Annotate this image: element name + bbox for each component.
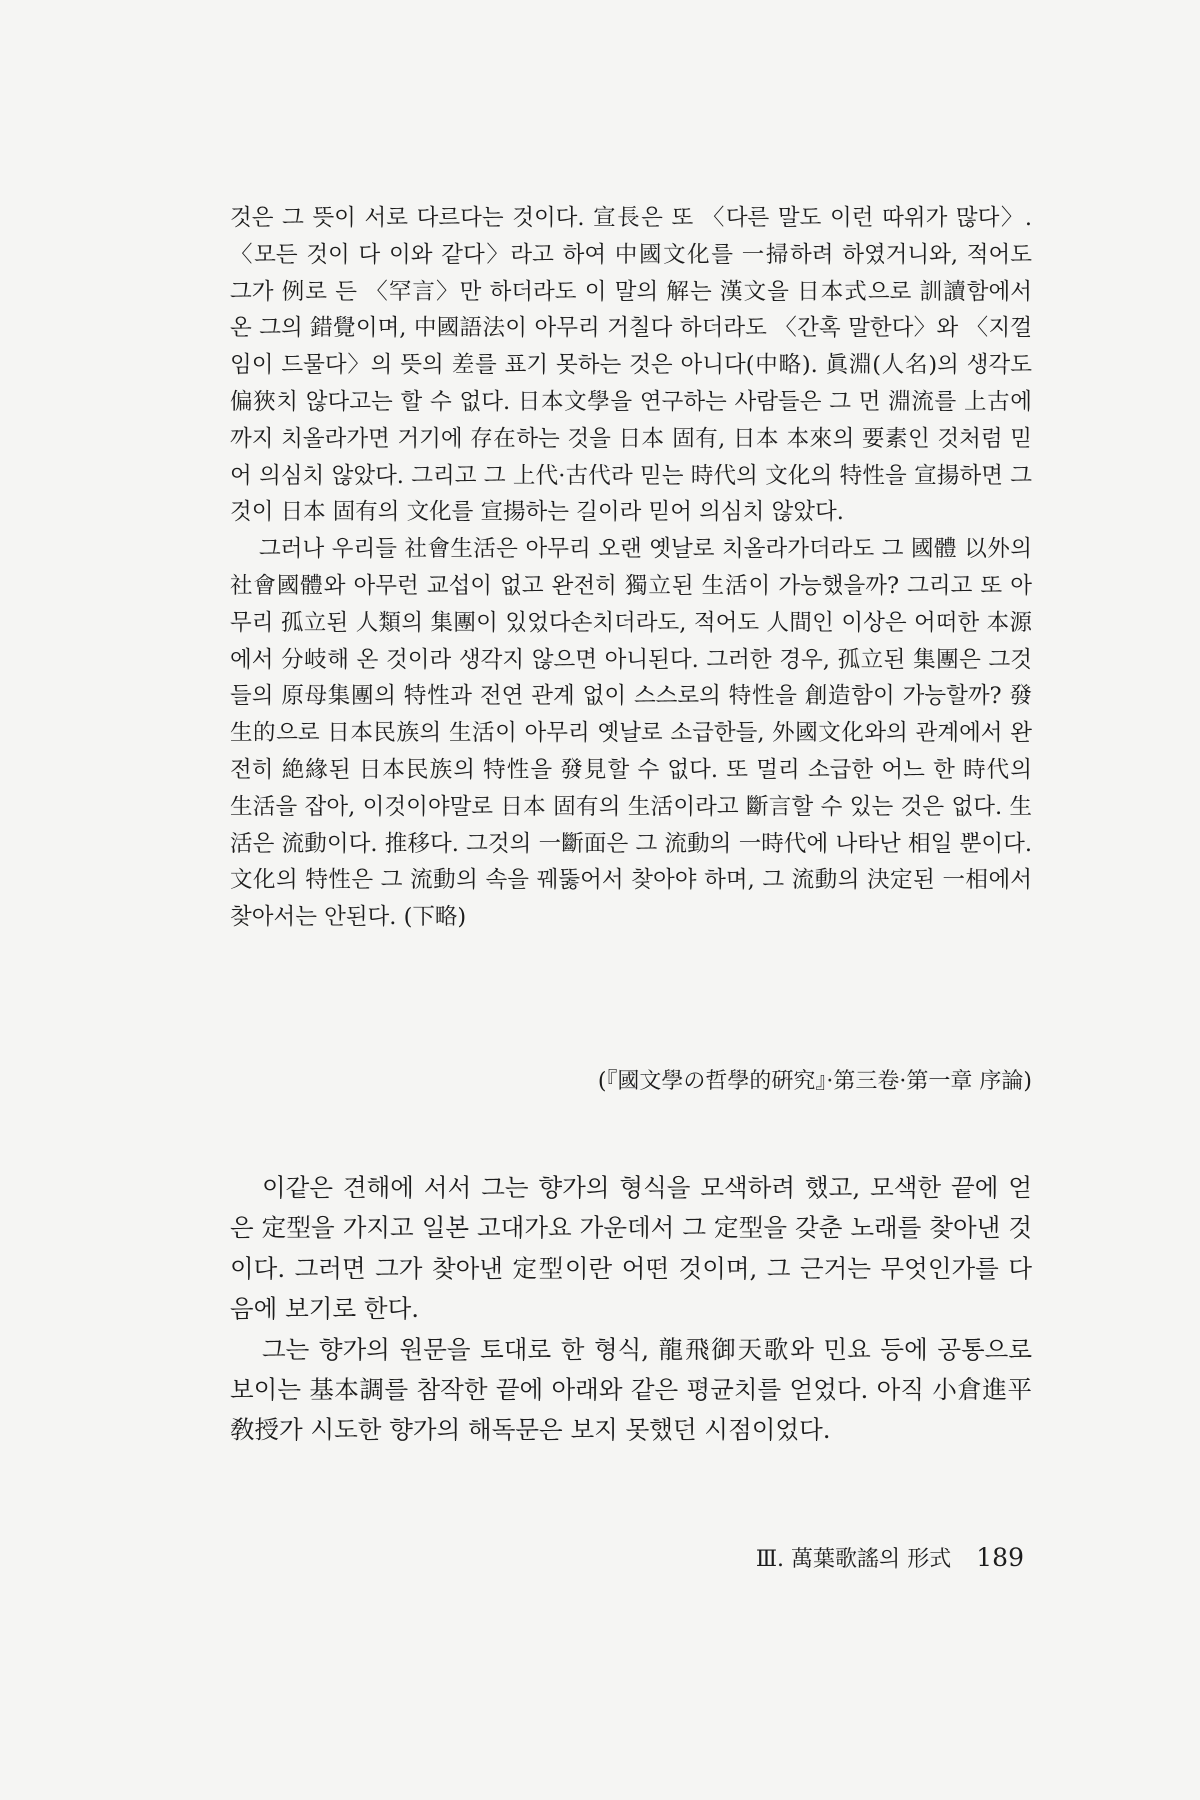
body-paragraph: 그는 향가의 원문을 토대로 한 형식, 龍飛御天歌와 민요 등에 공통으로 보이는 基本調를 참작한 끝에 아래와 같은 평균치를 얻었다. 아직 小倉進平敎授가 시도한 향가의 해독문은 보지 못했던 시점이었다. (230, 1334, 1032, 1445)
body-paragraph: 이같은 견해에 서서 그는 향가의 형식을 모색하려 했고, 모색한 끝에 얻은 定型을 가지고 일본 고대가요 가운데서 그 定型을 갖춘 노래를 찾아낸 것이다. 그러면 그가 찾아낸 定型이란 어떤 것이며, 그 근거는 무엇인가를 다음에 보기로 한다. (230, 1173, 1032, 1324)
page-number: 189 (976, 1543, 1024, 1572)
quote-paragraph: 것은 그 뜻이 서로 다르다는 것이다. 宣長은 또 〈다른 말도 이런 따위가 많다〉. 〈모든 것이 다 이와 같다〉라고 하여 中國文化를 一掃하려 하였거니와, 적어도 그가 例로 든 〈罕言〉만 하더라도 이 말의 解는 漢文을 日本式으로 訓讀함에서 온 그의 錯覺이며, 中國語法이 아무리 거칠다 하더라도 〈간혹 말한다〉와 〈지껄임이 드물다〉의 뜻의 差를 표기 못하는 것은 아니다(中略). 眞淵(人名)의 생각도 偏狹치 않다고는 할 수 없다. 日本文學을 연구하는 사람들은 그 먼 淵流를 上古에까지 치올라가면 거기에 存在하는 것을 日本 固有, 日本 本來의 要素인 것처럼 믿어 의심치 않았다. 그리고 그 上代·古代라 믿는 時代의 文化의 特性을 宣揚하면 그것이 日本 固有의 文化를 宣揚하는 길이라 믿어 의심치 않았다. (230, 205, 1032, 526)
quote-paragraph: 그러나 우리들 社會生活은 아무리 오랜 옛날로 치올라가더라도 그 國體 以外의 社會國體와 아무런 교섭이 없고 완전히 獨立된 生活이 가능했을까? 그리고 또 아무리 孤立된 人類의 集團이 있었다손치더라도, 적어도 人間인 이상은 어떠한 本源에서 分岐해 온 것이라 생각지 않으면 아니된다. 그러한 경우, 孤立된 集團은 그것들의 原母集團의 特性과 전연 관계 없이 스스로의 特性을 創造함이 가능할까? 發生的으로 日本民族의 生活이 아무리 옛날로 소급한들, 外國文化와의 관계에서 완전히 絶緣된 日本民族의 特性을 發見할 수 없다. 또 멀리 소급한 어느 한 時代의 生活을 잡아, 이것이야말로 日本 固有의 生活이라고 斷言할 수 있는 것은 없다. 生活은 流動이다. 推移다. 그것의 一斷面은 그 流動의 一時代에 나타난 相일 뿐이다. 文化의 特性은 그 流動의 속을 꿰뚫어서 찾아야 하며, 그 流動의 決定된 一相에서 찾아서는 안된다. (下略) (230, 536, 1032, 931)
quote-citation: (『國文學の哲學的硏究』·第三卷·第一章 序論) (597, 1069, 1032, 1094)
running-footer (756, 1543, 1024, 1575)
quoted-passage (230, 200, 1032, 936)
section-title: Ⅲ. 萬葉歌謠의 形式 (755, 1547, 952, 1572)
main-text (230, 1168, 1032, 1451)
